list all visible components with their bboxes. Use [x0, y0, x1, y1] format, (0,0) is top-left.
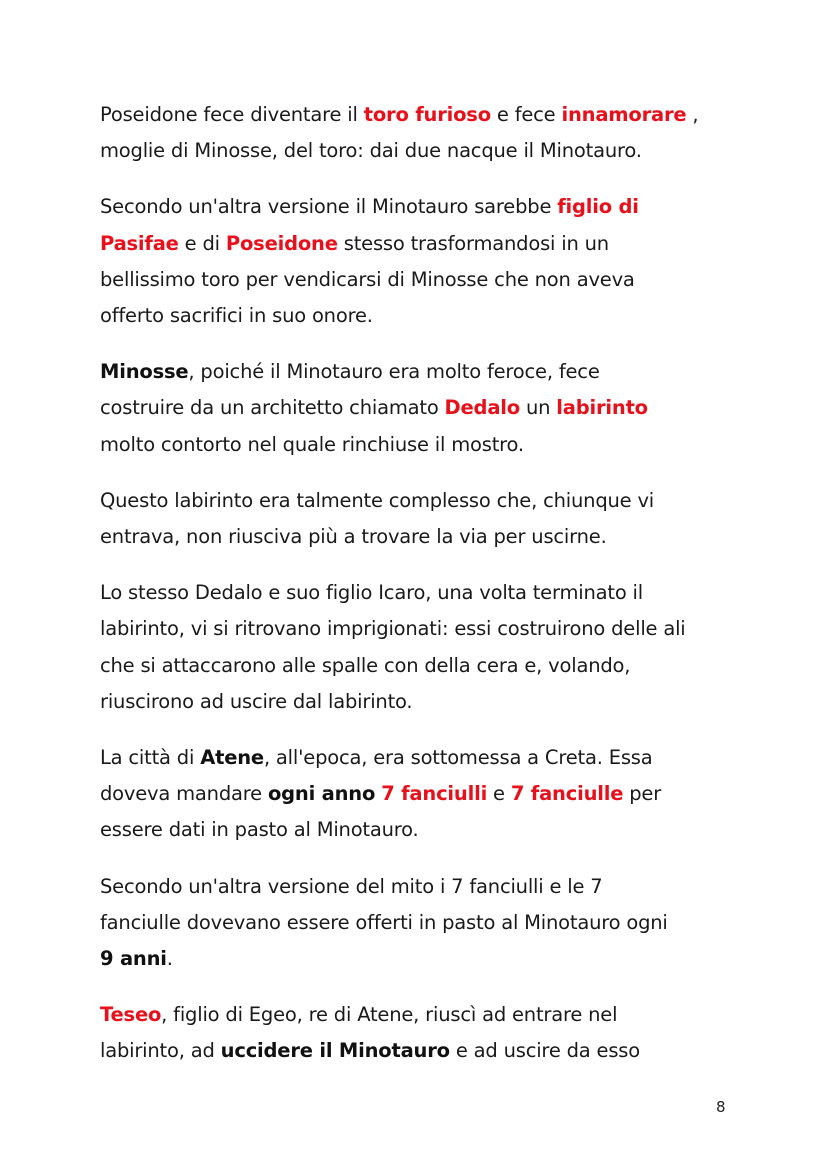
text-run: moglie di Minosse, del toro: dai due nacque il Minotauro. [100, 139, 642, 163]
paragraph [100, 354, 740, 463]
text-run: labirinto, ad [100, 1039, 221, 1063]
text-run: bellissimo toro per vendicarsi di Minosse che non aveva [100, 267, 635, 291]
page-number: 8 [716, 1098, 726, 1116]
paragraph [100, 483, 740, 555]
text-run: doveva mandare [100, 782, 268, 806]
text-run: stesso trasformandosi in un [337, 231, 609, 255]
paragraph [100, 575, 740, 720]
bold-term: Minosse [100, 360, 189, 384]
highlighted-term: Pasifae [100, 231, 179, 255]
text-run: , figlio di Egeo, re di Atene, riuscì ad entrare nel [161, 1003, 618, 1027]
page-body [100, 97, 740, 1090]
paragraph [100, 740, 740, 849]
bold-term: ogni anno [267, 782, 376, 806]
highlighted-term: Dedalo [444, 396, 520, 420]
text-run: entrava, non riusciva più a trovare la via per uscirne. [100, 525, 607, 549]
text-run: un [519, 396, 557, 420]
highlighted-term: toro furioso [363, 103, 491, 126]
text-run: Secondo un'altra versione il Minotauro sarebbe [100, 195, 558, 219]
text-run: labirinto, vi si ritrovano imprigionati: essi costruirono delle ali [100, 617, 686, 641]
highlighted-term: innamorare [561, 103, 687, 126]
highlighted-term: labirinto [556, 396, 648, 420]
text-run: , poiché il Minotauro era molto feroce, fece [188, 360, 600, 384]
text-run: La città di [100, 746, 201, 770]
paragraph [100, 97, 740, 169]
text-run: riuscirono ad uscire dal labirinto. [100, 689, 413, 713]
text-run: e ad uscire da esso [449, 1039, 640, 1063]
text-run: Questo labirinto era talmente complesso che, chiunque vi [100, 488, 655, 512]
text-run: Poseidone fece diventare il [100, 103, 364, 126]
bold-term: Atene [200, 746, 264, 770]
paragraph [100, 189, 740, 334]
bold-term: 9 anni [100, 947, 167, 971]
bold-term: uccidere il Minotauro [220, 1039, 450, 1063]
paragraph [100, 869, 740, 978]
text-run: costruire da un architetto chiamato [100, 396, 445, 420]
text-run: che si attaccarono alle spalle con della cera e, volando, [100, 653, 631, 677]
text-run: e di [178, 231, 226, 255]
highlighted-term: figlio di [557, 195, 639, 219]
highlighted-term: 7 fanciulle [510, 782, 624, 806]
text-run: e fece [490, 103, 562, 126]
text-run: , all'epoca, era sottomessa a Creta. Essa [263, 746, 653, 770]
text-run: Lo stesso Dedalo e suo figlio Icaro, una volta terminato il [100, 581, 643, 605]
paragraph [100, 997, 740, 1069]
highlighted-term: Teseo [100, 1003, 162, 1027]
text-run: e [487, 782, 511, 806]
text-run: per [623, 782, 662, 806]
text-run: essere dati in pasto al Minotauro. [100, 818, 419, 842]
text-run: fanciulle dovevano essere offerti in pasto al Minotauro ogni [100, 910, 668, 934]
text-run: molto contorto nel quale rinchiuse il mostro. [100, 432, 524, 456]
text-run: offerto sacrifici in suo onore. [100, 304, 373, 328]
highlighted-term: Poseidone [225, 231, 338, 255]
text-run: Secondo un'altra versione del mito i 7 fanciulli e le 7 [100, 874, 603, 898]
text-run: , [686, 103, 699, 126]
text-run: . [166, 947, 173, 971]
highlighted-term: 7 fanciulli [381, 782, 488, 806]
